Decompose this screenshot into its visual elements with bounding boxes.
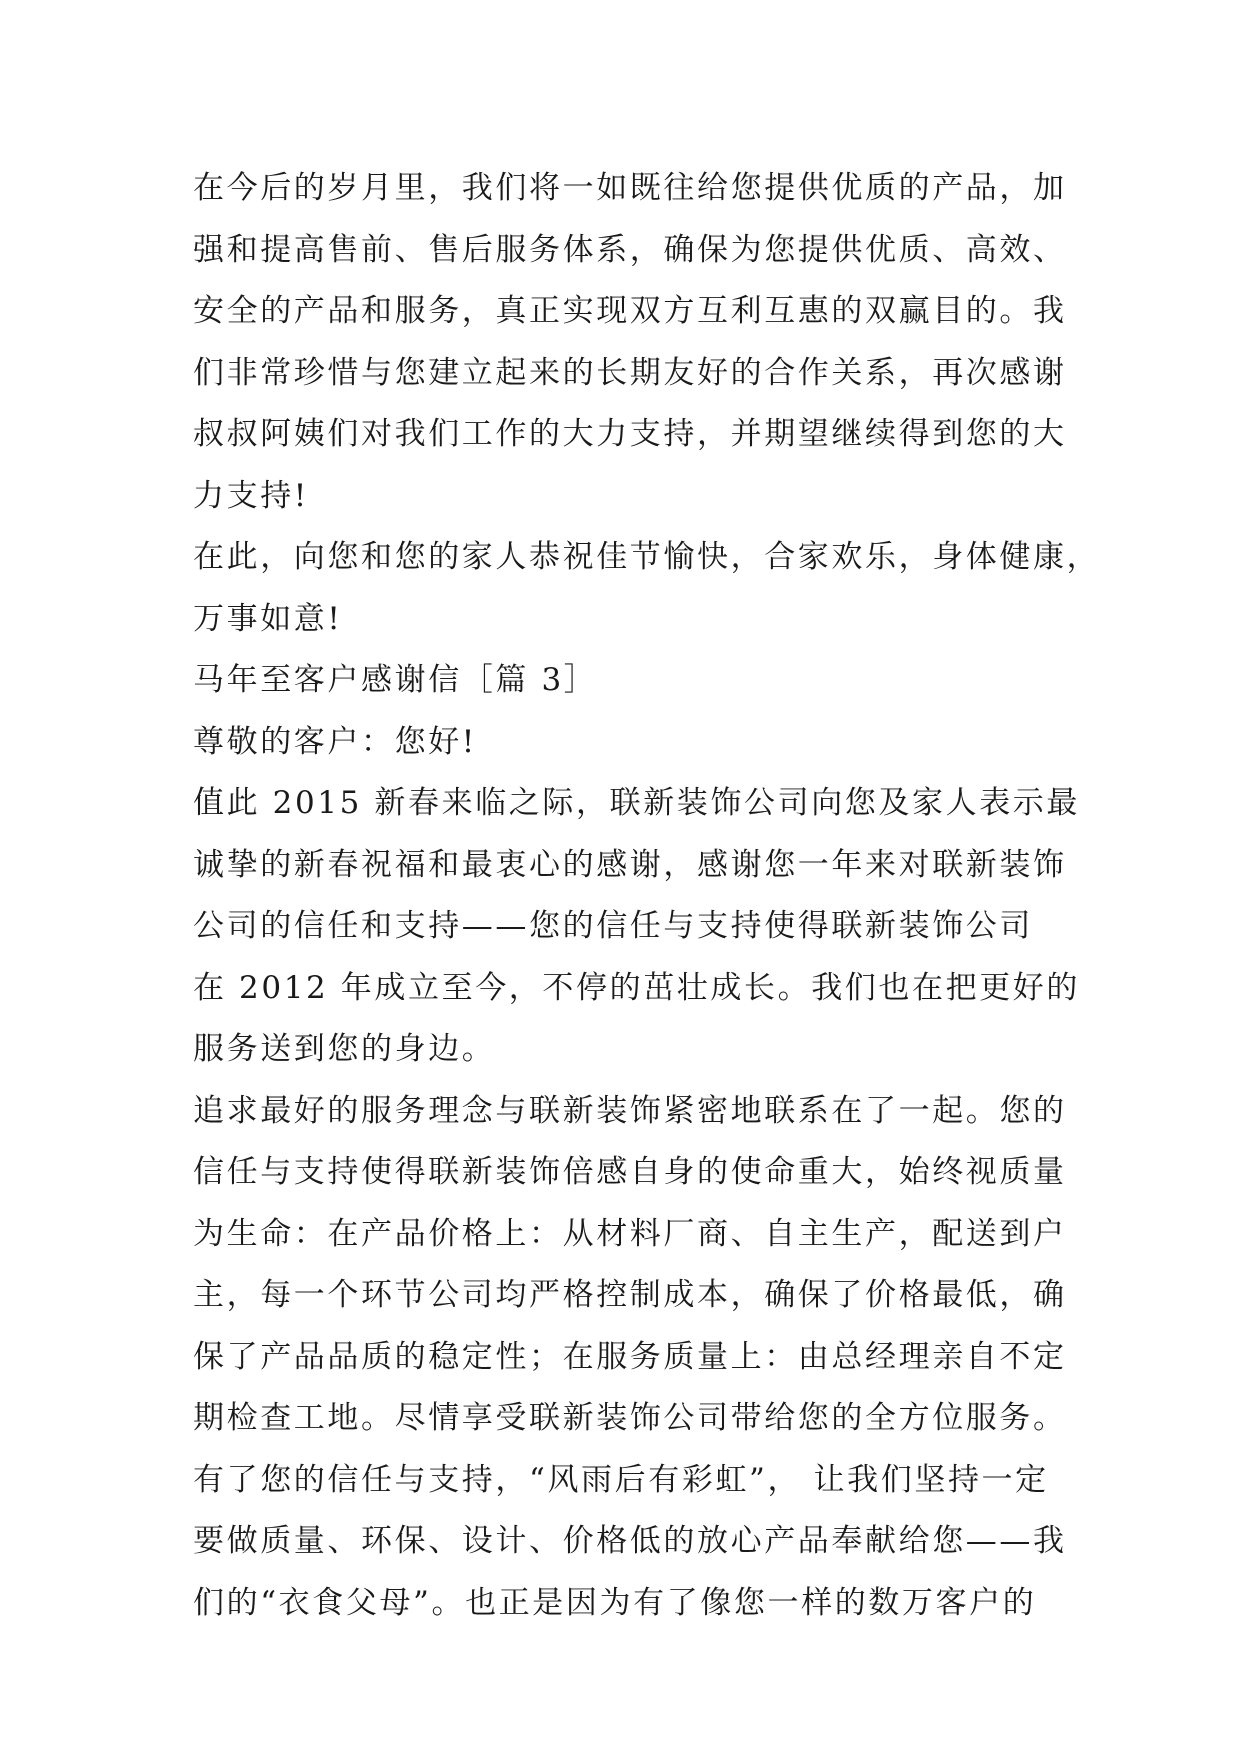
text-line: 服务送到您的身边。 xyxy=(193,1031,496,1067)
text-line: 要做质量、环保、设计、价格低的放心产品奉献给您——我 xyxy=(193,1523,1067,1559)
text-line: 追求最好的服务理念与联新装饰紧密地联系在了一起。您的 xyxy=(193,1092,1067,1129)
text-line: 安全的产品和服务，真正实现双方互利互惠的双赢目的。我 xyxy=(193,293,1067,329)
text-line: 们的“衣食父母”。也正是因为有了像您一样的数万客户的 xyxy=(193,1584,1037,1621)
text-line: 叔叔阿姨们对我们工作的大力支持，并期望继续得到您的大 xyxy=(193,416,1067,452)
text-line: 保了产品品质的稳定性；在服务质量上：由总经理亲自不定 xyxy=(193,1338,1067,1375)
text-line: 诚挚的新春祝福和最衷心的感谢，感谢您一年来对联新装饰 xyxy=(193,846,1067,883)
section-heading: 马年至客户感谢信［篇 3］ xyxy=(193,662,598,698)
text-line: 在此，向您和您的家人恭祝佳节愉快，合家欢乐，身体健康， xyxy=(193,539,1101,575)
text-line: 们非常珍惜与您建立起来的长期友好的合作关系，再次感谢 xyxy=(193,354,1067,391)
text-line: 有了您的信任与支持，“风雨后有彩虹”， 让我们坚持一定 xyxy=(193,1461,1049,1498)
letter-body xyxy=(193,158,1101,1634)
text-line: 力支持! xyxy=(193,477,309,514)
text-line: 主，每一个环节公司均严格控制成本，确保了价格最低，确 xyxy=(193,1277,1067,1313)
text-line: 公司的信任和支持——您的信任与支持使得联新装饰公司 xyxy=(193,908,1033,944)
text-line: 期检查工地。尽情享受联新装饰公司带给您的全方位服务。 xyxy=(193,1400,1067,1436)
text-line: 值此 2015 新春来临之际，联新装饰公司向您及家人表示最 xyxy=(193,785,1080,821)
text-line: 在今后的岁月里，我们将一如既往给您提供优质的产品，加 xyxy=(193,170,1067,206)
text-line: 在 2012 年成立至今，不停的茁壮成长。我们也在把更好的 xyxy=(193,969,1080,1006)
text-line: 信任与支持使得联新装饰倍感自身的使命重大，始终视质量 xyxy=(193,1154,1067,1190)
text-line: 强和提高售前、售后服务体系，确保为您提供优质、高效、 xyxy=(193,231,1067,268)
text-line: 万事如意! xyxy=(193,600,343,637)
text-line: 为生命：在产品价格上：从材料厂商、自主生产，配送到户 xyxy=(193,1215,1067,1252)
salutation: 尊敬的客户：您好! xyxy=(193,723,477,760)
